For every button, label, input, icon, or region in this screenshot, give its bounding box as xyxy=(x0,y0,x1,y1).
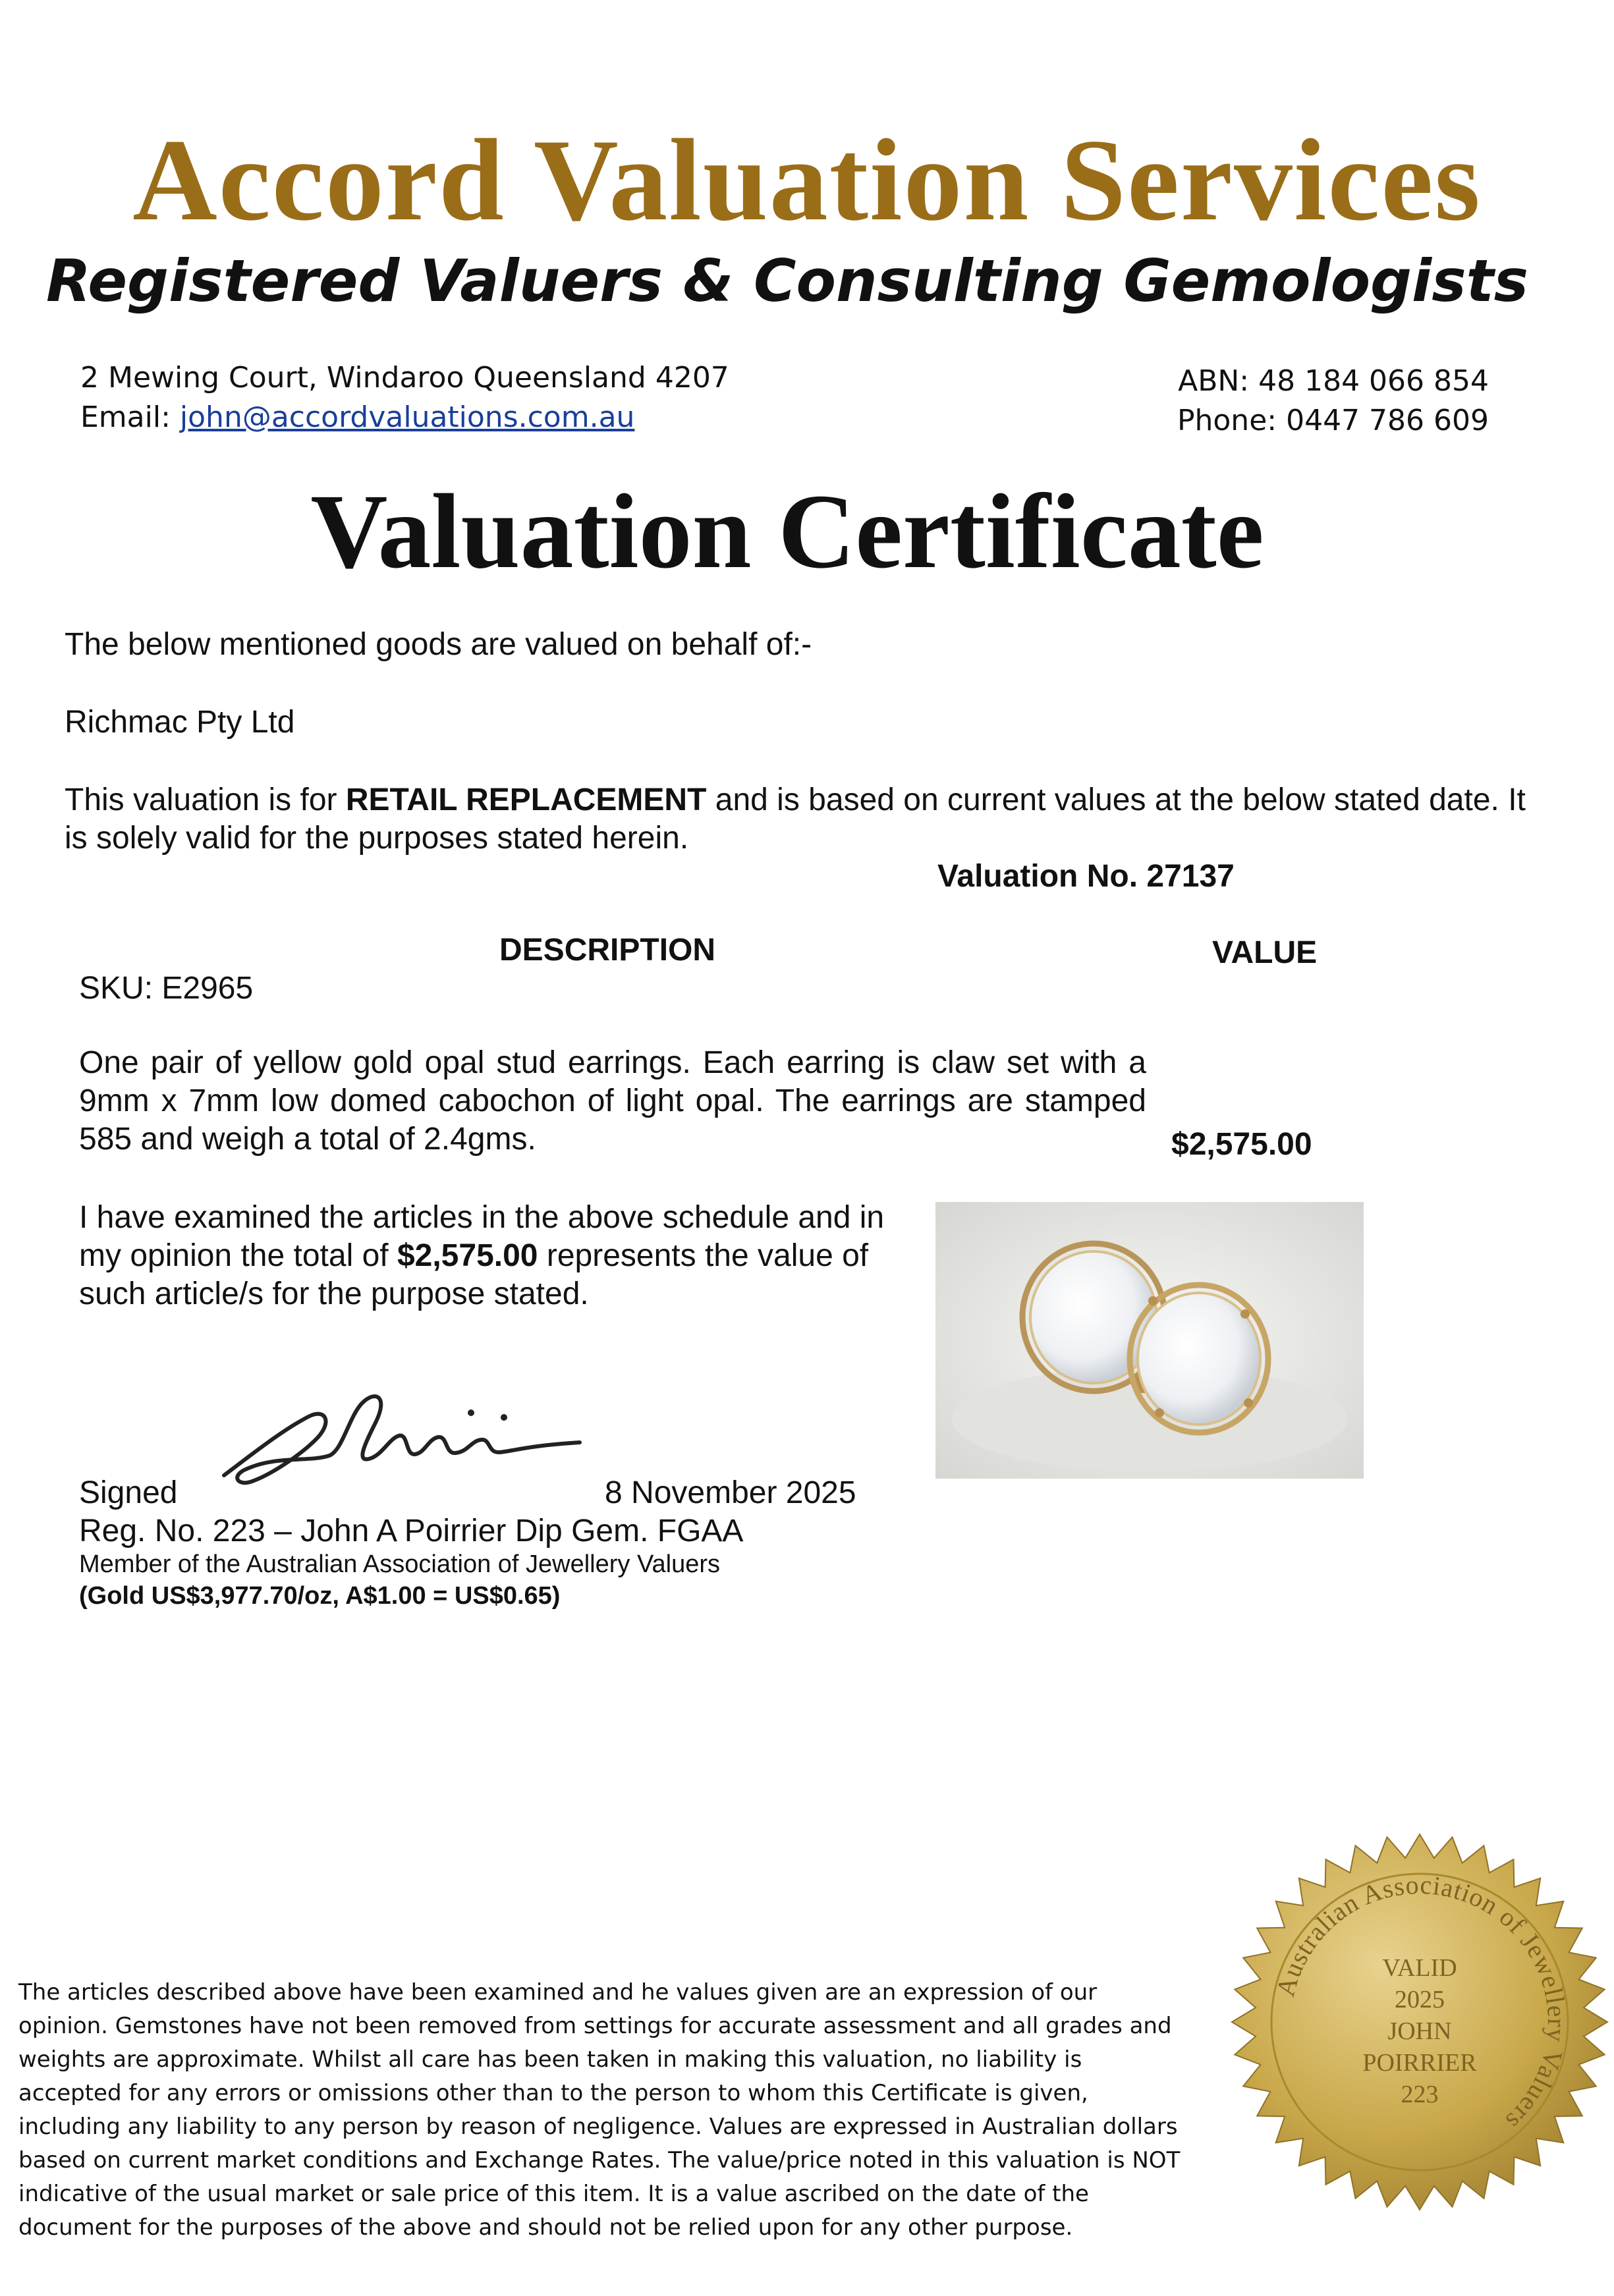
seal-ring-text: Australian Association of Jewellery Valuers xyxy=(1270,1869,1572,2137)
email-label: Email: xyxy=(80,400,171,434)
phone: Phone: 0447 786 609 xyxy=(1177,404,1489,437)
signed-label: Signed xyxy=(79,1475,178,1510)
purpose-suffix: and is based on current values at the below stated date. It is solely valid for the purposes stated herein. xyxy=(65,782,1526,856)
signature-date: 8 November 2025 xyxy=(605,1475,856,1510)
earrings-photo xyxy=(935,1202,1364,1479)
statement-total: $2,575.00 xyxy=(397,1238,538,1273)
earrings-image xyxy=(935,1202,1364,1479)
statement-prefix: I have examined the articles in the above schedule and in my opinion the total of xyxy=(79,1200,885,1273)
abn: ABN: 48 184 066 854 xyxy=(1178,364,1489,398)
value-header: VALUE xyxy=(1212,935,1318,970)
valuation-number: Valuation No. 27137 xyxy=(937,859,1235,894)
purpose-text xyxy=(65,781,1527,858)
client-name: Richmac Pty Ltd xyxy=(65,705,295,740)
purpose-type: RETAIL REPLACEMENT xyxy=(345,782,707,817)
document-title: Valuation Certificate xyxy=(310,473,1264,591)
membership: Member of the Australian Association of Jewellery Valuers xyxy=(79,1550,720,1578)
company-address: 2 Mewing Court, Windaroo Queensland 4207 xyxy=(80,361,729,395)
sku: SKU: E2965 xyxy=(79,971,254,1006)
valuation-statement xyxy=(79,1199,916,1313)
seal-line-3: JOHN xyxy=(1387,2017,1452,2045)
intro-text: The below mentioned goods are valued on behalf of:- xyxy=(65,627,812,662)
seal-line-4: POIRRIER xyxy=(1362,2049,1477,2077)
association-seal xyxy=(1229,1831,1611,2213)
registration: Reg. No. 223 – John A Poirrier Dip Gem. FGAA xyxy=(79,1514,744,1548)
disclaimer-text: The articles described above have been examined and he values given are an expression of our opinion. Gemstones have not been removed from settings for accurate assessment and all grades and weights are approximate. Whilst all care has been taken in making this valuation, no liability is accepted for any errors or omissions other than to the person to whom this Certificate is given, including any liability to any person by reason of negligence. Values are expressed in Australian dollars based on current market conditions and Exchange Rates. The value/price noted in this valuation is NOT indicative of the usual market or sale price of this item. It is a value ascribed on the date of the document for the purposes of the above and should not be relied upon for any other purpose. xyxy=(18,1979,1181,2241)
email-link[interactable]: john@accordvaluations.com.au xyxy=(179,400,635,434)
company-name: Accord Valuation Services xyxy=(132,115,1482,245)
seal-image xyxy=(1229,1831,1611,2213)
item-description: One pair of yellow gold opal stud earrings. Each earring is claw set with a 9mm x 7mm low domed cabochon of light opal. The earrings are stamped 585 and weigh a total of 2.4gms. xyxy=(79,1045,1146,1157)
description-header: DESCRIPTION xyxy=(499,933,716,968)
item-value: $2,575.00 xyxy=(1171,1127,1312,1162)
seal-line-1: VALID xyxy=(1382,1954,1457,1982)
purpose-prefix: This valuation is for xyxy=(65,782,346,817)
statement-suffix: represents the value of such article/s for the purpose stated. xyxy=(79,1238,869,1311)
company-tagline: Registered Valuers & Consulting Gemologists xyxy=(45,247,1529,315)
email-line xyxy=(80,400,634,434)
seal-line-2: 2025 xyxy=(1395,1986,1445,2013)
exchange-rates: (Gold US$3,977.70/oz, A$1.00 = US$0.65) xyxy=(79,1582,561,1610)
handwritten-signature xyxy=(211,1377,593,1508)
seal-line-5: 223 xyxy=(1401,2081,1439,2108)
